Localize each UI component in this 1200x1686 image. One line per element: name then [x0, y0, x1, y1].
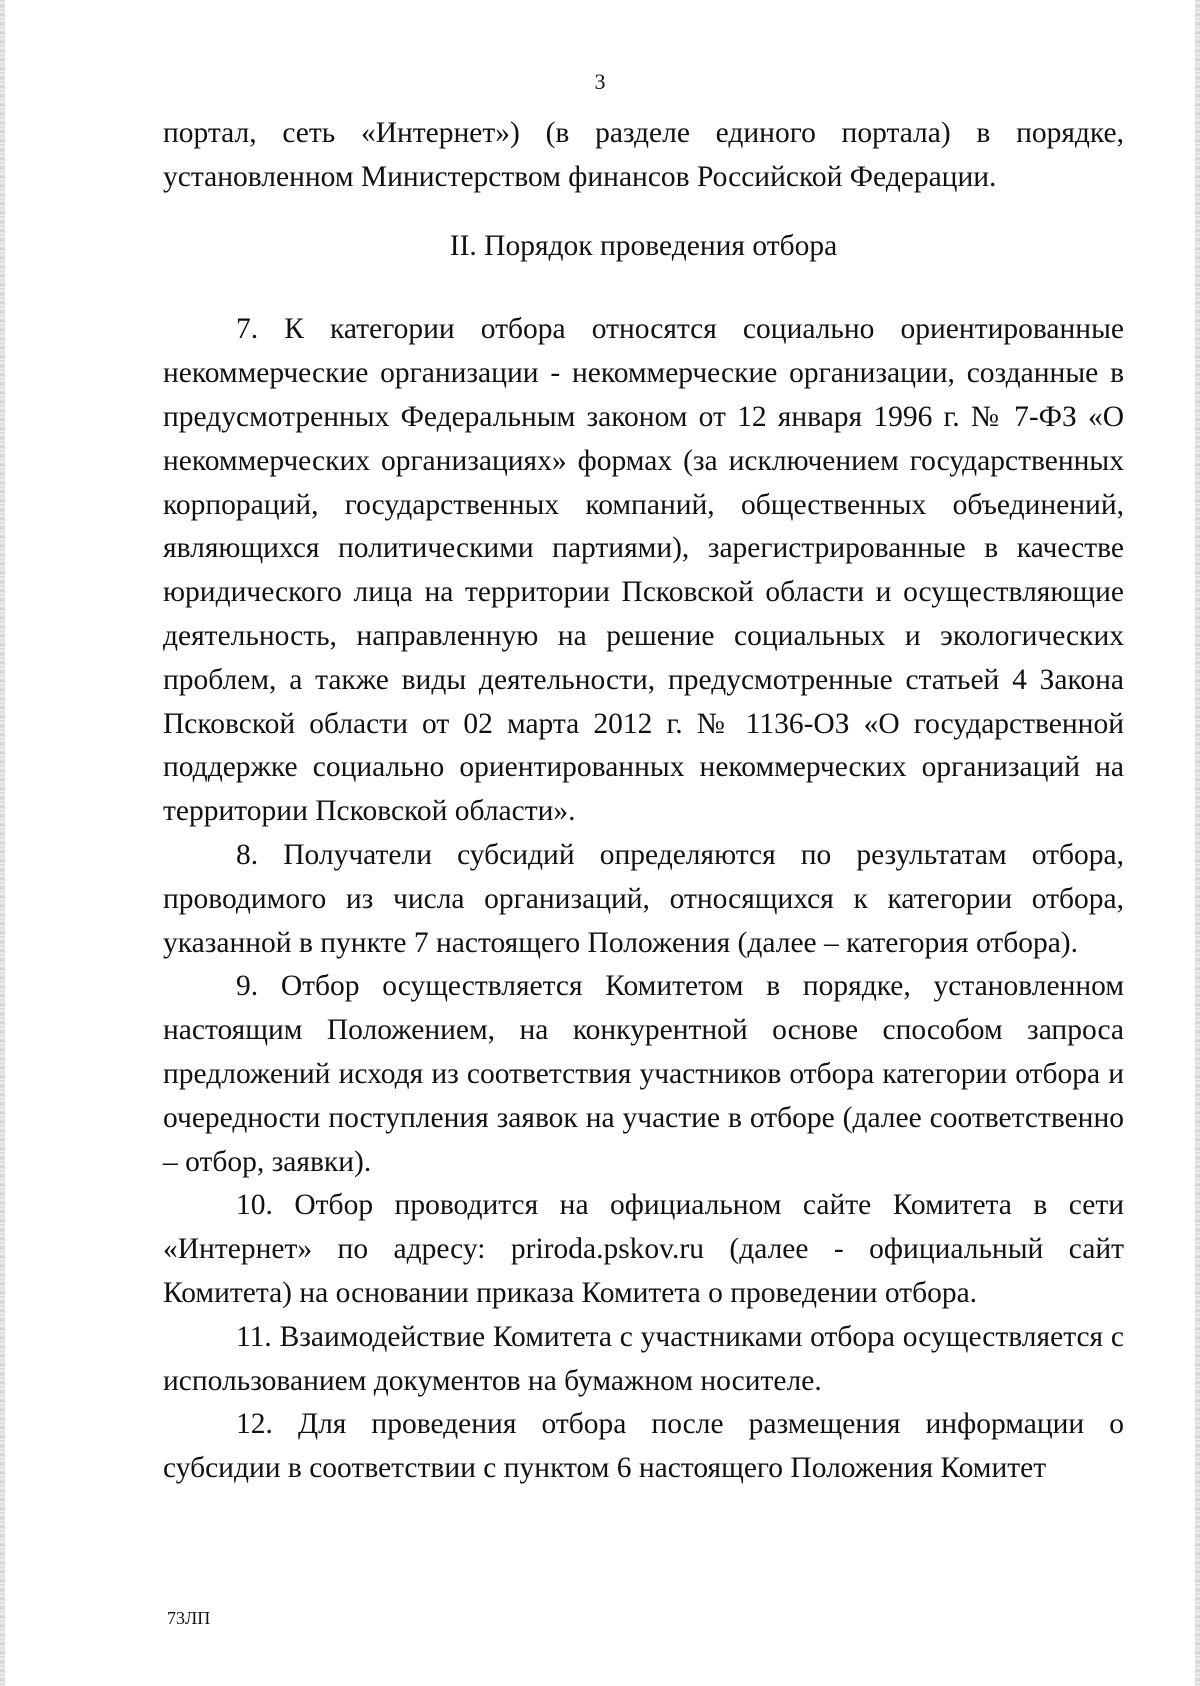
scan-edge-left: [0, 0, 5, 1686]
document-code: 73ЛП: [167, 1608, 211, 1628]
paragraph-9: 9. Отбор осуществляется Комитетом в порядке, установленном настоящим Положением, на конкурентной основе способом запроса предложений исходя из соответствия участников отбора категории отбора и очередности поступления заявок на участие в отборе (далее соответственно – отбор, заявки).: [163, 970, 1124, 1178]
section-title: II. Порядок проведения отбора: [449, 229, 838, 262]
paragraph-7: 7. К категории отбора относятся социально ориентированные некоммерческие организации - некоммерческие организации, созданные в предусмотренных Федеральным законом от 12 января 1996 г. № 7-ФЗ «О некоммерческих организациях» формах (за исключением государственных корпораций, государственных компаний, общественных объединений, являющихся политическими партиями), зарегистрированные в качестве юридического лица на территории Псковской области и осуществляющие деятельность, направленную на решение социальных и экологических проблем, а также виды деятельности, предусмотренные статьей 4 Закона Псковской области от 02 марта 2012 г. № 1136-ОЗ «О государственной поддержке социально ориентированных некоммерческих организаций на территории Псковской области».: [163, 313, 1124, 828]
page-number: 3: [594, 69, 606, 94]
paragraph-11: 11. Взаимодействие Комитета с участниками отбора осуществляется с использованием документов на бумажном носителе.: [163, 1320, 1124, 1397]
document-body: [163, 112, 1124, 1491]
paragraph-8: 8. Получатели субсидий определяются по результатам отбора, проводимого из числа организаций, относящихся к категории отбора, указанной в пункте 7 настоящего Положения (далее – категория отбора).: [163, 838, 1124, 959]
scan-edge-right: [1195, 0, 1200, 1686]
intro-paragraph: портал, сеть «Интернет») (в разделе единого портала) в порядке, установленном Министерством финансов Российской Федерации.: [163, 117, 1124, 193]
paragraph-12: 12. Для проведения отбора после размещения информации о субсидии в соответствии с пунктом 6 настоящего Положения Комитет: [163, 1408, 1124, 1485]
paragraph-10: 10. Отбор проводится на официальном сайте Комитета в сети «Интернет» по адресу: priroda.pskov.ru (далее - официальный сайт Комитета) на основании приказа Комитета о проведении отбора.: [163, 1189, 1124, 1309]
